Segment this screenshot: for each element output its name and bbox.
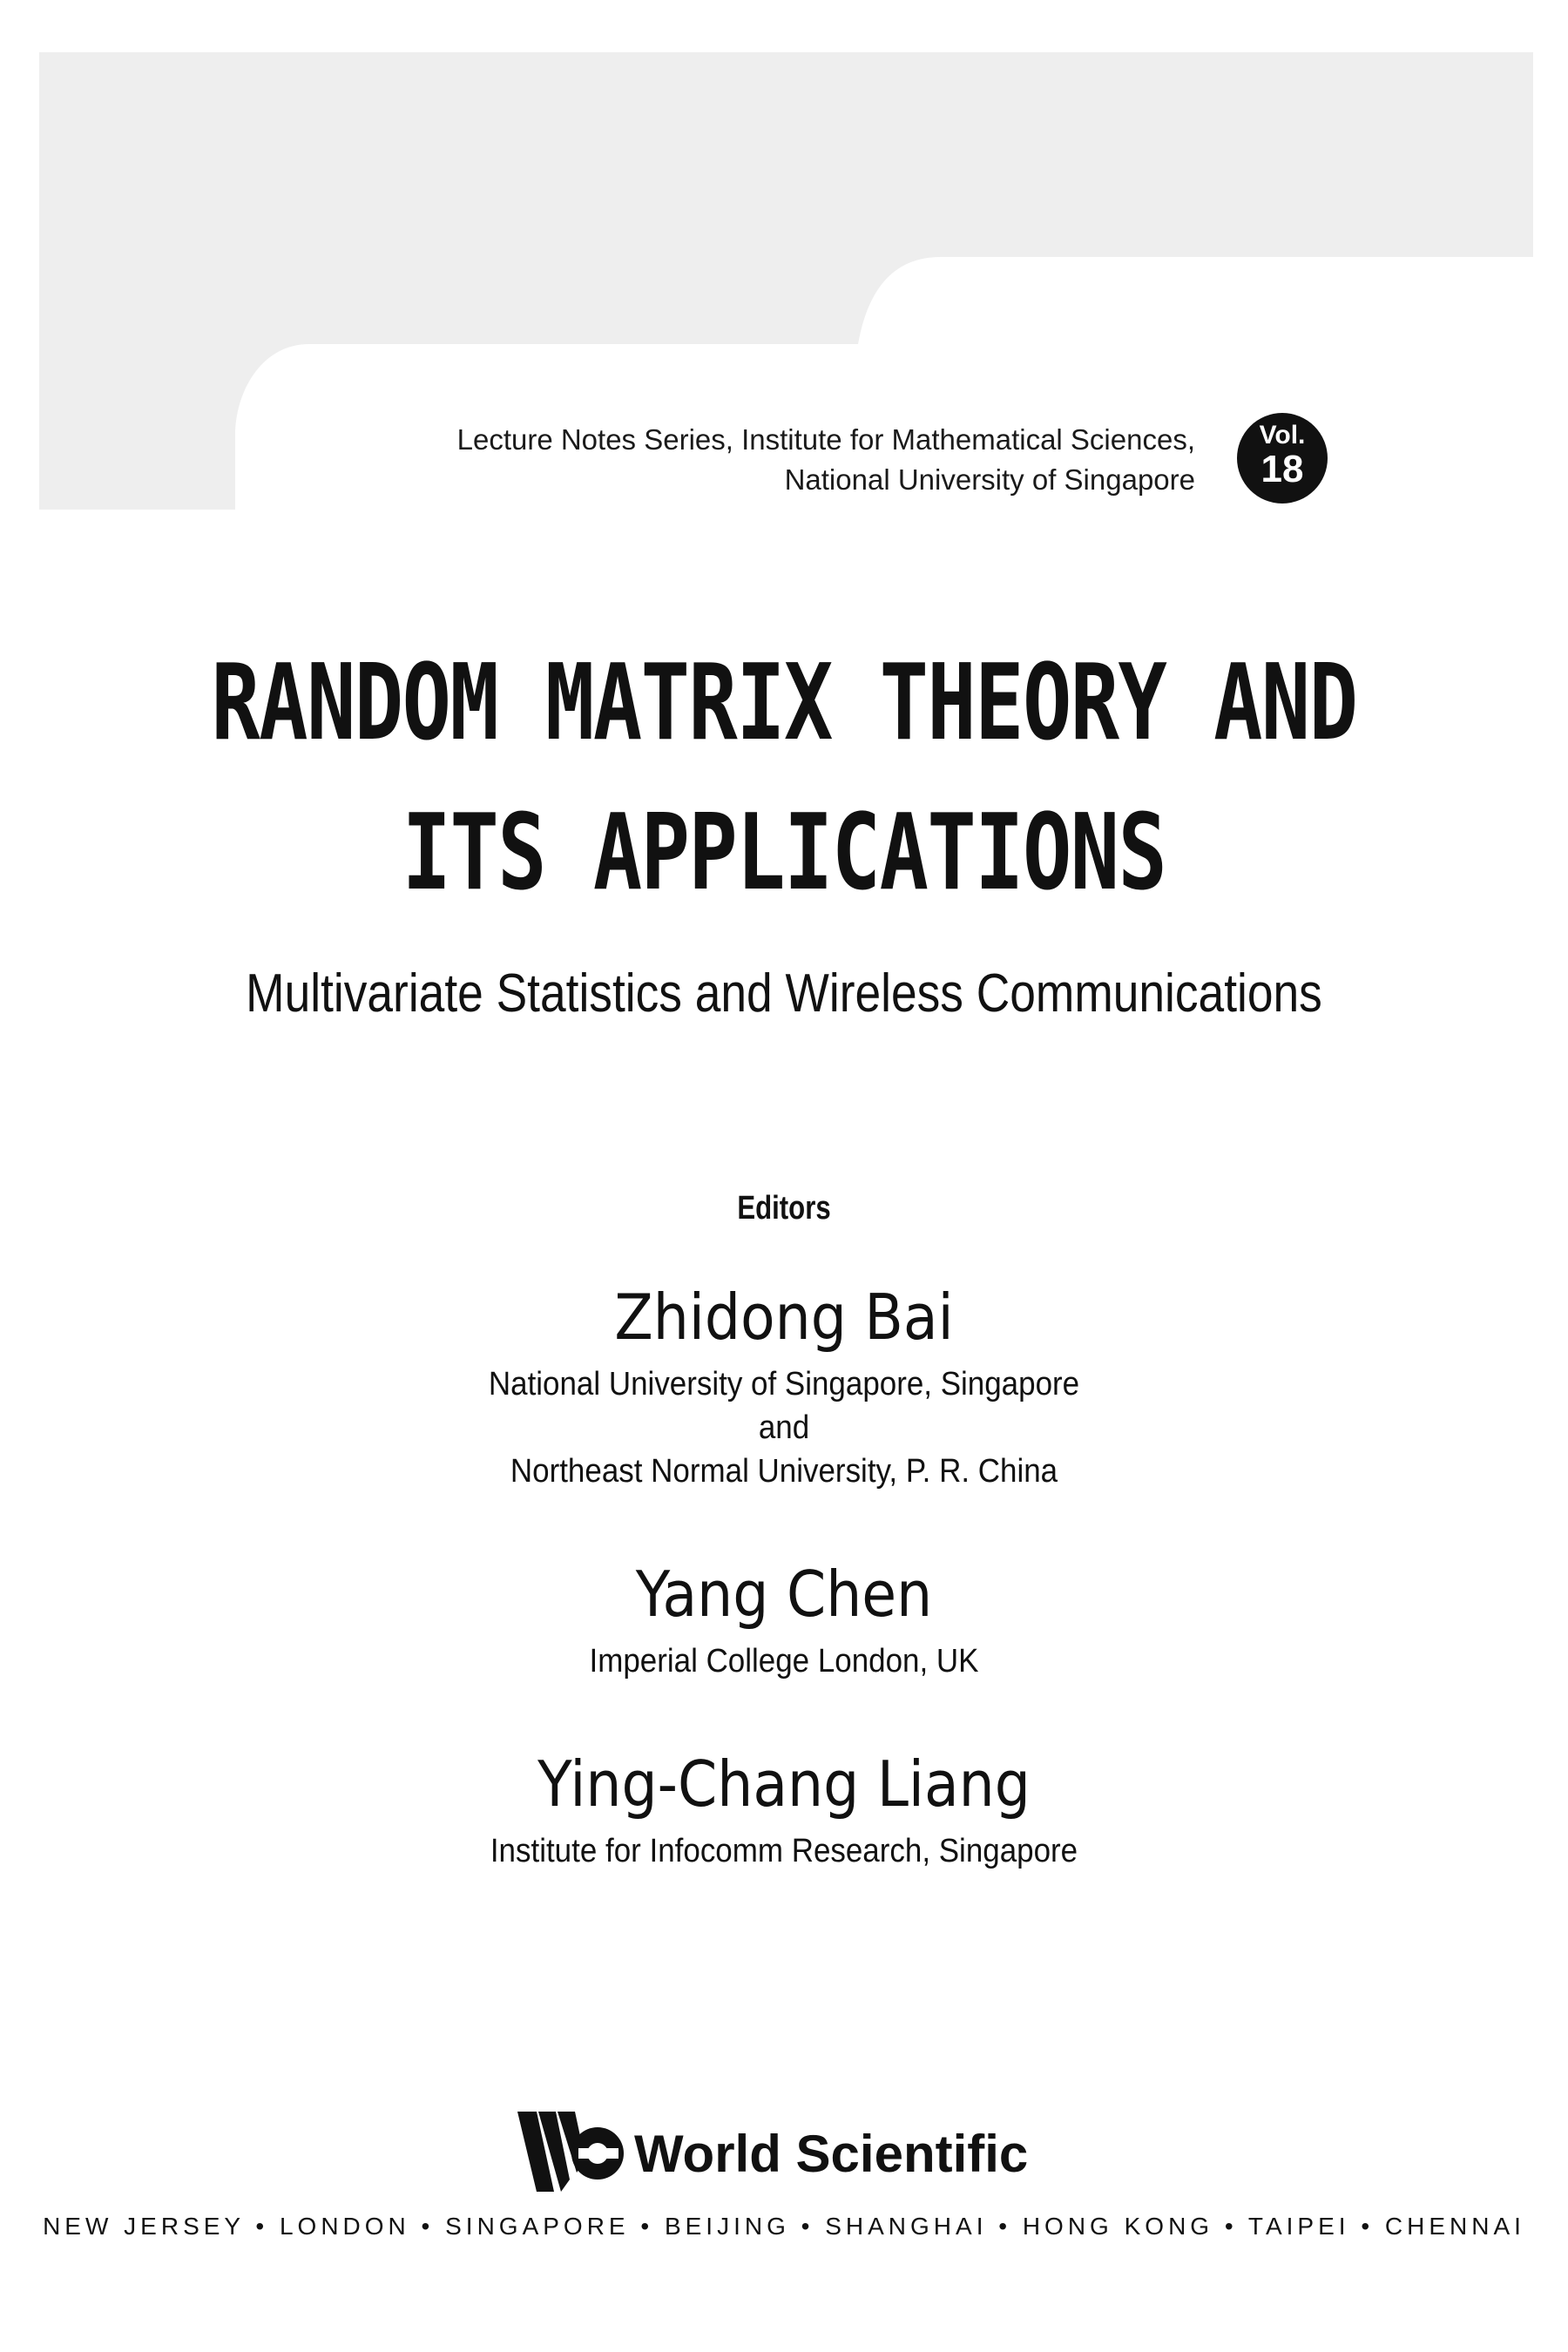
- world-scientific-logo-icon: [516, 2108, 627, 2195]
- publisher-name: World Scientific: [634, 2125, 1029, 2183]
- editor-affiliation: National University of Singapore, Singapore: [488, 1366, 1080, 1402]
- editor-affiliation: Institute for Infocomm Research, Singapore: [490, 1833, 1078, 1869]
- volume-number: 18: [1260, 448, 1304, 490]
- editor-name: Yang Chen: [635, 1558, 933, 1631]
- publisher-cities: NEW JERSEY • LONDON • SINGAPORE • BEIJING • SHANGHAI • HONG KONG • TAIPEI • CHENNAI: [43, 2213, 1525, 2240]
- editor-name: Zhidong Bai: [614, 1281, 954, 1354]
- editor-affiliation-conjunction: and: [758, 1409, 810, 1446]
- series-title-line2: National University of Singapore: [784, 463, 1195, 496]
- series-title-line1: Lecture Notes Series, Institute for Mathematical Sciences,: [456, 423, 1195, 456]
- book-title-line1: RANDOM MATRIX THEORY AND: [211, 643, 1357, 764]
- editor-name: Ying-Chang Liang: [537, 1747, 1031, 1821]
- book-subtitle: Multivariate Statistics and Wireless Communications: [246, 963, 1322, 1024]
- volume-label: Vol.: [1259, 421, 1306, 449]
- editors-label: Editors: [737, 1190, 831, 1227]
- editor-affiliation: Northeast Normal University, P. R. China: [510, 1453, 1058, 1490]
- volume-badge: [1237, 413, 1328, 504]
- book-title-line2: ITS APPLICATIONS: [402, 793, 1166, 914]
- editor-affiliation: Imperial College London, UK: [589, 1643, 979, 1680]
